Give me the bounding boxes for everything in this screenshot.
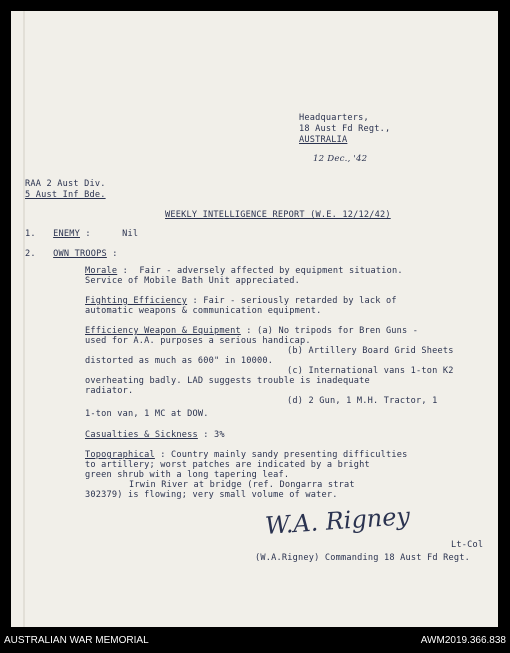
casualties-label: Casualties & Sickness xyxy=(85,430,198,440)
date xyxy=(313,154,367,164)
topographical-text-1: : Country mainly sandy presenting difficulties xyxy=(154,450,408,460)
item-enemy xyxy=(25,229,138,239)
morale-text-1: Fair - adversely affected by equipment situation. xyxy=(139,266,403,276)
topographical-text-4: Irwin River at bridge (ref. Dongarra strat xyxy=(129,480,355,490)
separator: : xyxy=(80,229,91,239)
enemy-value: Nil xyxy=(122,229,139,239)
hq-line-1: Headquarters, xyxy=(299,113,369,123)
fighting-row xyxy=(85,296,397,306)
date-text: 12 Dec., '42 xyxy=(313,154,368,164)
morale-text-2: Service of Mobile Bath Unit appreciated. xyxy=(85,276,300,286)
recipient-2: 5 Aust Inf Bde. xyxy=(25,190,106,200)
own-troops-label: OWN TROOPS xyxy=(53,249,107,259)
separator: : xyxy=(106,249,118,259)
fighting-text-1: : Fair - seriously retarded by lack of xyxy=(187,296,397,306)
efficiency-text-8: (d) 2 Gun, 1 M.H. Tractor, 1 xyxy=(287,396,438,406)
topographical-text-3: green shrub with a long tapering leaf. xyxy=(85,470,290,480)
efficiency-text-6: overheating badly. LAD suggests trouble is inadequate xyxy=(85,376,370,386)
fighting-label: Fighting Efficiency xyxy=(85,296,188,306)
efficiency-row xyxy=(85,326,418,336)
efficiency-text-5: (c) International vans 1-ton K2 xyxy=(287,366,454,376)
efficiency-text-1: : (a) No tripods for Bren Guns - xyxy=(240,326,419,336)
item-own-troops xyxy=(25,249,118,259)
hq-line-3: AUSTRALIA xyxy=(299,135,348,145)
item-number: 1. xyxy=(25,229,36,239)
footer-left: AUSTRALIAN WAR MEMORIAL xyxy=(4,635,149,646)
efficiency-text-7: radiator. xyxy=(85,386,134,396)
report-title: WEEKLY INTELLIGENCE REPORT (W.E. 12/12/42) xyxy=(165,210,391,220)
morale-row xyxy=(85,266,403,276)
efficiency-text-9: 1-ton van, 1 MC at DOW. xyxy=(85,409,209,419)
casualties-row xyxy=(85,430,225,440)
topographical-text-5: 302379) is flowing; very small volume of water. xyxy=(85,490,338,500)
separator: : xyxy=(117,266,128,276)
signature-rank: Lt-Col xyxy=(451,540,484,550)
item-number: 2. xyxy=(25,249,36,259)
hq-line-2: 18 Aust Fd Regt., xyxy=(299,124,391,134)
footer-bar xyxy=(0,627,510,653)
topographical-text-2: to artillery; worst patches are indicated by a bright xyxy=(85,460,370,470)
fold-crease xyxy=(23,11,25,627)
handwritten-signature: W.A. Rigney xyxy=(264,501,411,541)
fighting-text-2: automatic weapons & communication equipment. xyxy=(85,306,322,316)
efficiency-text-4: distorted as much as 600" in 10000. xyxy=(85,356,274,366)
efficiency-text-2: used for A.A. purposes a serious handicap. xyxy=(85,336,311,346)
document-page xyxy=(11,11,498,627)
topographical-row xyxy=(85,450,407,460)
topographical-label: Topographical xyxy=(85,450,155,460)
efficiency-label: Efficiency Weapon & Equipment xyxy=(85,326,241,336)
recipient-1: RAA 2 Aust Div. xyxy=(25,179,106,189)
morale-label: Morale xyxy=(85,266,118,276)
enemy-label: ENEMY xyxy=(53,229,80,239)
signature-line: (W.A.Rigney) Commanding 18 Aust Fd Regt. xyxy=(255,553,470,563)
casualties-value: : 3% xyxy=(197,430,225,440)
footer-right: AWM2019.366.838 xyxy=(420,635,506,646)
efficiency-text-3: (b) Artillery Board Grid Sheets xyxy=(287,346,454,356)
